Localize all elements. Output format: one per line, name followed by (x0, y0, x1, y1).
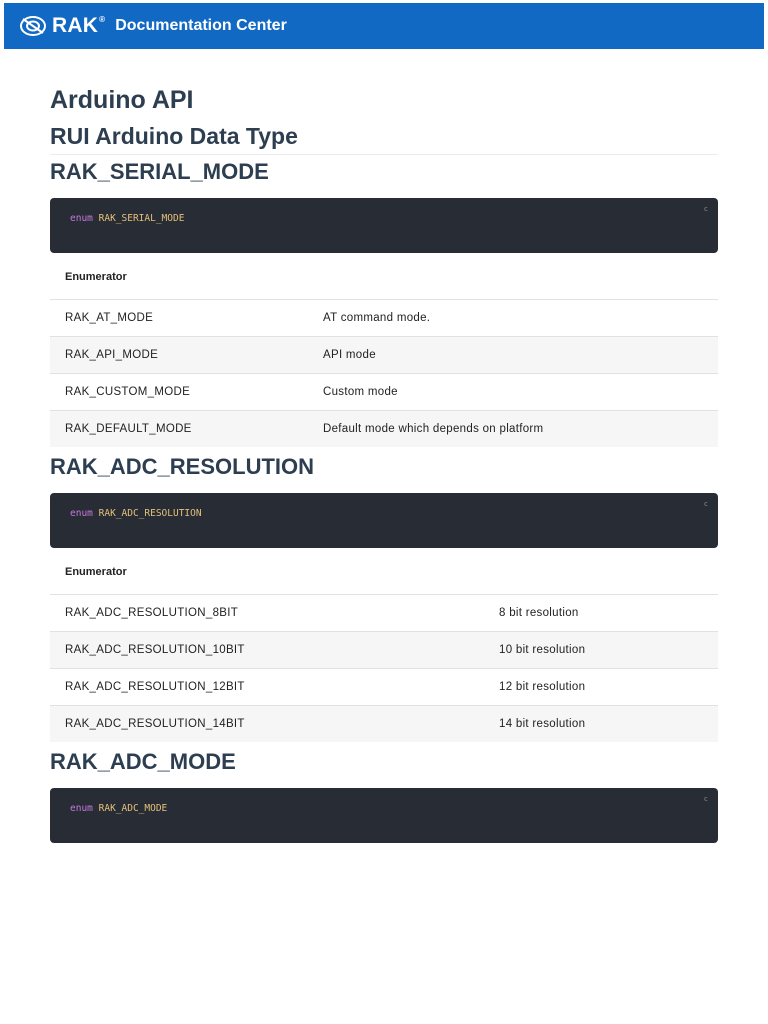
code-block[interactable] (50, 198, 718, 253)
enum-name: RAK_ADC_RESOLUTION_12BIT (50, 669, 484, 706)
code-line (70, 508, 202, 519)
code-line (70, 213, 184, 224)
table-row (50, 595, 718, 632)
enum-name: RAK_ADC_RESOLUTION_8BIT (50, 595, 484, 632)
enum-description: API mode (308, 337, 718, 374)
enum-name: RAK_ADC_RESOLUTION_10BIT (50, 632, 484, 669)
rak-logo-icon[interactable] (19, 14, 47, 38)
enum-description: Custom mode (308, 374, 718, 411)
table-row (50, 337, 718, 374)
code-language-label: c (703, 795, 708, 803)
table-header-enumerator: Enumerator (50, 550, 484, 595)
code-block[interactable] (50, 788, 718, 843)
enum-title-adc-mode: RAK_ADC_MODE (50, 749, 236, 774)
enum-table (50, 550, 718, 742)
enum-title-adc-resolution: RAK_ADC_RESOLUTION (50, 454, 315, 479)
table-row (50, 300, 718, 337)
code-block[interactable] (50, 493, 718, 548)
enum-description: 10 bit resolution (484, 632, 718, 669)
code-identifier: RAK_ADC_RESOLUTION (98, 508, 202, 519)
code-language-label: c (703, 500, 708, 508)
main-content (50, 82, 718, 843)
table-row (50, 706, 718, 743)
code-identifier: RAK_SERIAL_MODE (98, 213, 185, 224)
enum-name: RAK_API_MODE (50, 337, 308, 374)
section-title: RUI Arduino Data Type (50, 118, 718, 155)
header-bar (4, 3, 764, 49)
enum-description: Default mode which depends on platform (308, 411, 718, 448)
code-keyword: enum (70, 803, 93, 814)
table-header-description (484, 550, 718, 595)
enum-description: 8 bit resolution (484, 595, 718, 632)
table-row (50, 632, 718, 669)
table-header-enumerator: Enumerator (50, 255, 308, 300)
enum-title-serial-mode: RAK_SERIAL_MODE (50, 159, 269, 184)
code-language-label: c (703, 205, 708, 213)
enum-table (50, 255, 718, 447)
table-row (50, 374, 718, 411)
table-header-row (50, 550, 718, 595)
site-title[interactable]: Documentation Center (115, 17, 287, 34)
enum-description: 12 bit resolution (484, 669, 718, 706)
table-row (50, 669, 718, 706)
table-header-row (50, 255, 718, 300)
brand-logo-text[interactable]: RAK® (52, 14, 106, 37)
enum-name: RAK_ADC_RESOLUTION_14BIT (50, 706, 484, 743)
table-header-description (308, 255, 718, 300)
code-line (70, 803, 167, 814)
enum-name: RAK_DEFAULT_MODE (50, 411, 308, 448)
code-keyword: enum (70, 213, 93, 224)
table-row (50, 411, 718, 448)
enum-description: 14 bit resolution (484, 706, 718, 743)
enum-description: AT command mode. (308, 300, 718, 337)
enum-name: RAK_AT_MODE (50, 300, 308, 337)
enum-name: RAK_CUSTOM_MODE (50, 374, 308, 411)
page-title: Arduino API (50, 86, 194, 114)
code-identifier: RAK_ADC_MODE (98, 803, 168, 814)
code-keyword: enum (70, 508, 93, 519)
